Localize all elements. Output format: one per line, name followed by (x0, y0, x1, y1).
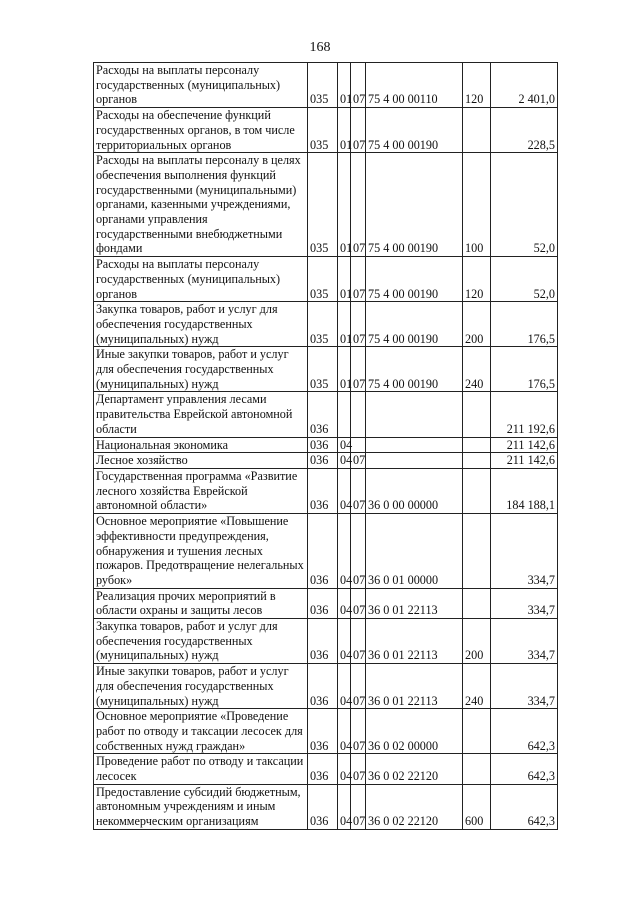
subsection-code: 07 (351, 784, 366, 829)
grbs-code: 036 (308, 709, 338, 754)
grbs-code: 036 (308, 392, 338, 437)
expense-type-code (463, 709, 491, 754)
grbs-code: 035 (308, 153, 338, 257)
target-article-code: 36 0 02 22120 (366, 754, 463, 784)
expense-name: Основное мероприятие «Повышение эффективности предупреждения, обнаружения и тушения лесных пожаров. Предотвращение нелегальных рубок» (94, 514, 308, 589)
grbs-code: 036 (308, 514, 338, 589)
expense-name: Основное мероприятие «Проведение работ по отводу и таксации лесосек для собственных нужд граждан» (94, 709, 308, 754)
subsection-code: 07 (351, 514, 366, 589)
section-code: 01 (338, 63, 351, 108)
table-row (94, 302, 558, 347)
expense-type-code (463, 588, 491, 618)
target-article-code (366, 437, 463, 453)
expense-name: Проведение работ по отводу и таксации лесосек (94, 754, 308, 784)
grbs-code: 036 (308, 468, 338, 513)
amount: 334,7 (491, 588, 558, 618)
amount: 642,3 (491, 754, 558, 784)
target-article-code: 36 0 01 22113 (366, 664, 463, 709)
amount: 184 188,1 (491, 468, 558, 513)
target-article-code: 36 0 02 00000 (366, 709, 463, 754)
section-code: 01 (338, 257, 351, 302)
expense-name: Департамент управления лесами правительства Еврейской автономной области (94, 392, 308, 437)
grbs-code: 035 (308, 302, 338, 347)
target-article-code: 36 0 00 00000 (366, 468, 463, 513)
subsection-code: 07 (351, 153, 366, 257)
subsection-code: 07 (351, 619, 366, 664)
subsection-code: 07 (351, 257, 366, 302)
target-article-code: 75 4 00 00190 (366, 347, 463, 392)
amount: 176,5 (491, 347, 558, 392)
grbs-code: 036 (308, 437, 338, 453)
grbs-code: 035 (308, 347, 338, 392)
amount: 334,7 (491, 619, 558, 664)
section-code: 04 (338, 588, 351, 618)
table-row (94, 453, 558, 469)
section-code: 01 (338, 302, 351, 347)
section-code: 04 (338, 784, 351, 829)
target-article-code: 75 4 00 00110 (366, 63, 463, 108)
subsection-code: 07 (351, 453, 366, 469)
expense-type-code: 100 (463, 153, 491, 257)
table-row (94, 63, 558, 108)
table-row (94, 784, 558, 829)
table-row (94, 514, 558, 589)
amount: 334,7 (491, 514, 558, 589)
subsection-code (351, 437, 366, 453)
subsection-code: 07 (351, 754, 366, 784)
expense-name: Иные закупки товаров, работ и услуг для обеспечения государственных (муниципальных) нужд (94, 664, 308, 709)
target-article-code: 75 4 00 00190 (366, 153, 463, 257)
table-row (94, 619, 558, 664)
expense-name: Закупка товаров, работ и услуг для обеспечения государственных (муниципальных) нужд (94, 619, 308, 664)
section-code: 04 (338, 514, 351, 589)
grbs-code: 036 (308, 784, 338, 829)
grbs-code: 036 (308, 588, 338, 618)
expense-type-code (463, 453, 491, 469)
target-article-code: 75 4 00 00190 (366, 302, 463, 347)
target-article-code: 36 0 02 22120 (366, 784, 463, 829)
section-code: 04 (338, 709, 351, 754)
section-code: 01 (338, 347, 351, 392)
expense-name: Закупка товаров, работ и услуг для обеспечения государственных (муниципальных) нужд (94, 302, 308, 347)
section-code: 04 (338, 468, 351, 513)
table-row (94, 709, 558, 754)
grbs-code: 035 (308, 63, 338, 108)
section-code: 04 (338, 437, 351, 453)
expense-type-code: 240 (463, 664, 491, 709)
subsection-code: 07 (351, 108, 366, 153)
table-row (94, 754, 558, 784)
expense-name: Государственная программа «Развитие лесного хозяйства Еврейской автономной области» (94, 468, 308, 513)
section-code: 04 (338, 754, 351, 784)
amount: 2 401,0 (491, 63, 558, 108)
budget-table (93, 62, 558, 830)
table-row (94, 108, 558, 153)
subsection-code: 07 (351, 63, 366, 108)
target-article-code: 36 0 01 22113 (366, 588, 463, 618)
table-row (94, 392, 558, 437)
expense-name: Расходы на обеспечение функций государственных органов, в том числе территориальных органов (94, 108, 308, 153)
amount: 228,5 (491, 108, 558, 153)
section-code: 01 (338, 153, 351, 257)
grbs-code: 035 (308, 257, 338, 302)
section-code (338, 392, 351, 437)
expense-type-code (463, 754, 491, 784)
target-article-code: 36 0 01 00000 (366, 514, 463, 589)
expense-type-code: 200 (463, 302, 491, 347)
amount: 211 192,6 (491, 392, 558, 437)
amount: 52,0 (491, 153, 558, 257)
page-number: 168 (309, 40, 331, 55)
expense-name: Реализация прочих мероприятий в области охраны и защиты лесов (94, 588, 308, 618)
grbs-code: 036 (308, 754, 338, 784)
expense-name: Лесное хозяйство (94, 453, 308, 469)
table-row (94, 153, 558, 257)
expense-name: Национальная экономика (94, 437, 308, 453)
target-article-code: 75 4 00 00190 (366, 257, 463, 302)
expense-type-code: 600 (463, 784, 491, 829)
amount: 334,7 (491, 664, 558, 709)
table-row (94, 588, 558, 618)
expense-type-code: 120 (463, 257, 491, 302)
section-code: 04 (338, 619, 351, 664)
table-row (94, 437, 558, 453)
expense-name: Расходы на выплаты персоналу государственных (муниципальных) органов (94, 257, 308, 302)
grbs-code: 036 (308, 453, 338, 469)
subsection-code: 07 (351, 347, 366, 392)
subsection-code: 07 (351, 302, 366, 347)
subsection-code: 07 (351, 664, 366, 709)
target-article-code: 75 4 00 00190 (366, 108, 463, 153)
subsection-code: 07 (351, 468, 366, 513)
amount: 642,3 (491, 709, 558, 754)
expense-type-code (463, 437, 491, 453)
amount: 176,5 (491, 302, 558, 347)
table-row (94, 664, 558, 709)
amount: 642,3 (491, 784, 558, 829)
expense-type-code: 200 (463, 619, 491, 664)
expense-type-code (463, 514, 491, 589)
expense-name: Расходы на выплаты персоналу государственных (муниципальных) органов (94, 63, 308, 108)
table-row (94, 347, 558, 392)
expense-type-code (463, 468, 491, 513)
section-code: 01 (338, 108, 351, 153)
amount: 211 142,6 (491, 437, 558, 453)
target-article-code: 36 0 01 22113 (366, 619, 463, 664)
table-row (94, 468, 558, 513)
amount: 52,0 (491, 257, 558, 302)
grbs-code: 036 (308, 619, 338, 664)
subsection-code (351, 392, 366, 437)
grbs-code: 036 (308, 664, 338, 709)
expense-name: Иные закупки товаров, работ и услуг для обеспечения государственных (муниципальных) нужд (94, 347, 308, 392)
target-article-code (366, 453, 463, 469)
amount: 211 142,6 (491, 453, 558, 469)
subsection-code: 07 (351, 709, 366, 754)
expense-type-code: 120 (463, 63, 491, 108)
section-code: 04 (338, 453, 351, 469)
expense-type-code (463, 392, 491, 437)
table-row (94, 257, 558, 302)
expense-type-code: 240 (463, 347, 491, 392)
target-article-code (366, 392, 463, 437)
subsection-code: 07 (351, 588, 366, 618)
expense-name: Предоставление субсидий бюджетным, автономным учреждениям и иным некоммерческим организациям (94, 784, 308, 829)
section-code: 04 (338, 664, 351, 709)
expense-type-code (463, 108, 491, 153)
expense-name: Расходы на выплаты персоналу в целях обеспечения выполнения функций государственными (муниципальными) органами, казенными учреждениями, органами управления государственными внебюджетными фондами (94, 153, 308, 257)
grbs-code: 035 (308, 108, 338, 153)
